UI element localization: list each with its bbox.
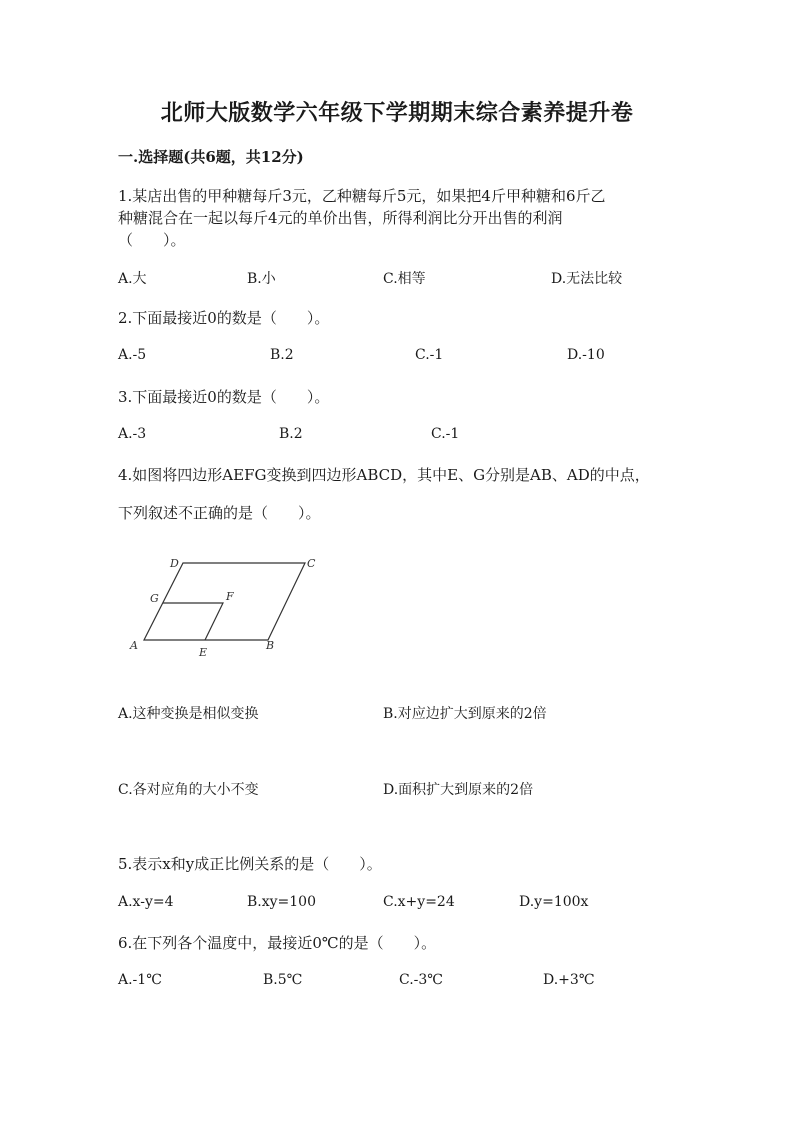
question-2-option-a[interactable]: A.-5 [118,347,147,363]
question-1-option-b[interactable]: B.小 [247,271,276,287]
question-1-line-2: 种糖混合在一起以每斤4元的单价出售，所得利润比分开出售的利润 [118,209,563,227]
label-b: B [266,639,275,652]
question-3-option-a[interactable]: A.-3 [118,426,147,442]
question-1-line-3: （ ）。 [118,231,186,249]
question-4-line-1: 4.如图将四边形AEFG变换到四边形ABCD，其中E、G分别是AB、AD的中点， [118,466,650,484]
question-3-option-b[interactable]: B.2 [279,426,303,442]
question-1-option-d[interactable]: D.无法比较 [551,271,623,287]
question-6-option-b[interactable]: B.5℃ [263,972,303,988]
label-a: A [130,639,138,652]
question-6-line-1: 6.在下列各个温度中，最接近0℃的是（ ）。 [118,934,437,952]
question-2-option-b[interactable]: B.2 [270,347,294,363]
question-2-option-c[interactable]: C.-1 [415,347,444,363]
question-5-line-1: 5.表示x和y成正比例关系的是（ ）。 [118,855,382,873]
label-f: F [226,590,234,603]
question-6-option-c[interactable]: C.-3℃ [399,972,443,988]
question-3-line-1: 3.下面最接近0的数是（ ）。 [118,388,330,406]
label-c: C [307,557,316,570]
quadrilateral-aefg [163,603,223,640]
question-5-option-d[interactable]: D.y=100x [519,894,589,910]
question-4-option-b[interactable]: B.对应边扩大到原来的2倍 [383,706,547,722]
question-4-option-d[interactable]: D.面积扩大到原来的2倍 [383,782,534,798]
question-4-option-a[interactable]: A.这种变换是相似变换 [118,706,259,722]
page-title: 北师大版数学六年级下学期期末综合素养提升卷 [160,100,634,126]
section-heading: 一.选择题(共6题，共12分) [118,148,304,166]
label-g: G [150,592,159,605]
question-6-option-a[interactable]: A.-1℃ [118,972,162,988]
question-5-option-b[interactable]: B.xy=100 [247,894,316,910]
question-2-option-d[interactable]: D.-10 [567,347,605,363]
question-5-option-a[interactable]: A.x-y=4 [118,894,174,910]
question-4-option-c[interactable]: C.各对应角的大小不变 [118,782,259,798]
question-5-option-c[interactable]: C.x+y=24 [383,894,455,910]
question-4-line-2: 下列叙述不正确的是（ ）。 [118,504,321,522]
quadrilateral-abcd [144,563,305,640]
question-3-option-c[interactable]: C.-1 [431,426,460,442]
parallelogram-figure [120,550,330,660]
question-6-option-d[interactable]: D.+3℃ [543,972,595,988]
label-d: D [170,557,179,570]
question-1-line-1: 1.某店出售的甲种糖每斤3元，乙种糖每斤5元，如果把4斤甲种糖和6斤乙 [118,187,606,205]
label-e: E [199,646,208,659]
question-2-line-1: 2.下面最接近0的数是（ ）。 [118,309,330,327]
question-1-option-c[interactable]: C.相等 [383,271,426,287]
question-1-option-a[interactable]: A.大 [118,271,147,287]
